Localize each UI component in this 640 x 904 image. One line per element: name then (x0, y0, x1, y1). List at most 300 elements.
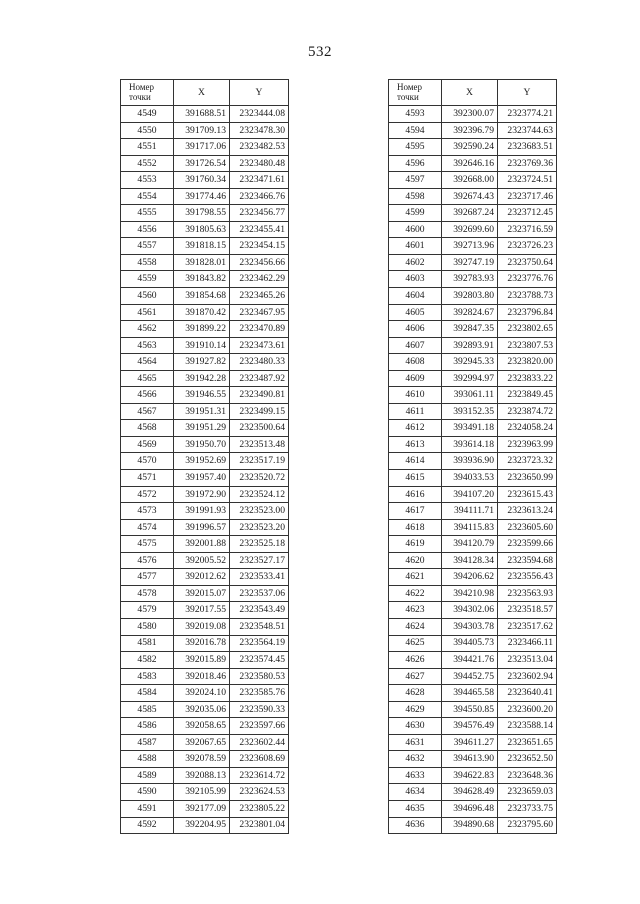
x-coordinate-cell: 392105.99 (174, 784, 230, 801)
y-coordinate-cell: 2323769.36 (498, 155, 557, 172)
point-number-cell: 4592 (121, 817, 174, 834)
point-number-cell: 4595 (389, 139, 442, 156)
table-row (121, 188, 289, 205)
table-row (121, 784, 289, 801)
point-number-cell: 4624 (389, 618, 442, 635)
y-coordinate-cell: 2323517.62 (498, 618, 557, 635)
y-coordinate-cell: 2323466.76 (230, 188, 289, 205)
point-number-cell: 4607 (389, 337, 442, 354)
point-number-cell: 4580 (121, 618, 174, 635)
point-number-cell: 4570 (121, 453, 174, 470)
x-coordinate-cell: 391717.06 (174, 139, 230, 156)
point-number-cell: 4578 (121, 585, 174, 602)
point-number-cell: 4551 (121, 139, 174, 156)
y-coordinate-cell: 2323480.33 (230, 354, 289, 371)
point-number-cell: 4614 (389, 453, 442, 470)
point-number-cell: 4635 (389, 800, 442, 817)
x-coordinate-cell: 393152.35 (442, 403, 498, 420)
point-number-cell: 4563 (121, 337, 174, 354)
table-row (389, 221, 557, 238)
x-coordinate-cell: 392590.24 (442, 139, 498, 156)
y-coordinate-cell: 2323590.33 (230, 701, 289, 718)
y-coordinate-cell: 2323733.75 (498, 800, 557, 817)
table-row (389, 552, 557, 569)
table-row (389, 172, 557, 189)
table-row (389, 718, 557, 735)
y-coordinate-cell: 2323774.21 (498, 106, 557, 123)
table-row (389, 321, 557, 338)
x-coordinate-cell: 393614.18 (442, 436, 498, 453)
point-number-cell: 4626 (389, 652, 442, 669)
point-number-cell: 4616 (389, 486, 442, 503)
x-coordinate-cell: 391709.13 (174, 122, 230, 139)
y-coordinate-cell: 2323640.41 (498, 685, 557, 702)
point-number-cell: 4554 (121, 188, 174, 205)
point-number-cell: 4564 (121, 354, 174, 371)
x-coordinate-cell: 392016.78 (174, 635, 230, 652)
y-coordinate-cell: 2323585.76 (230, 685, 289, 702)
point-number-cell: 4618 (389, 519, 442, 536)
y-coordinate-cell: 2323462.29 (230, 271, 289, 288)
y-coordinate-cell: 2323471.61 (230, 172, 289, 189)
table-row (121, 552, 289, 569)
table-row (121, 734, 289, 751)
x-coordinate-cell: 393936.90 (442, 453, 498, 470)
point-number-cell: 4571 (121, 470, 174, 487)
x-coordinate-cell: 392994.97 (442, 370, 498, 387)
y-coordinate-cell: 2323726.23 (498, 238, 557, 255)
table-row (121, 370, 289, 387)
table-row (389, 304, 557, 321)
x-coordinate-cell: 392017.55 (174, 602, 230, 619)
y-coordinate-cell: 2323807.53 (498, 337, 557, 354)
x-coordinate-cell: 392674.43 (442, 188, 498, 205)
y-coordinate-cell: 2323520.72 (230, 470, 289, 487)
y-coordinate-cell: 2323712.45 (498, 205, 557, 222)
point-number-cell: 4601 (389, 238, 442, 255)
x-coordinate-cell: 391760.34 (174, 172, 230, 189)
table-row (121, 569, 289, 586)
table-row (121, 486, 289, 503)
y-coordinate-cell: 2323597.66 (230, 718, 289, 735)
x-coordinate-cell: 392300.07 (442, 106, 498, 123)
table-row (121, 470, 289, 487)
table-row (121, 304, 289, 321)
table-row (389, 205, 557, 222)
point-number-cell: 4597 (389, 172, 442, 189)
y-coordinate-cell: 2323465.26 (230, 288, 289, 305)
point-number-cell: 4585 (121, 701, 174, 718)
point-number-cell: 4621 (389, 569, 442, 586)
y-coordinate-cell: 2323563.93 (498, 585, 557, 602)
point-number-cell: 4629 (389, 701, 442, 718)
x-coordinate-cell: 392015.89 (174, 652, 230, 669)
table-row (121, 238, 289, 255)
point-number-cell: 4588 (121, 751, 174, 768)
table-row (389, 635, 557, 652)
table-body-right (389, 106, 557, 834)
point-number-cell: 4608 (389, 354, 442, 371)
table-row (121, 652, 289, 669)
x-coordinate-cell: 391927.82 (174, 354, 230, 371)
table-row (121, 718, 289, 735)
table-row (121, 122, 289, 139)
point-number-cell: 4598 (389, 188, 442, 205)
table-row (121, 155, 289, 172)
table-row (389, 106, 557, 123)
table-row (389, 288, 557, 305)
y-coordinate-cell: 2323454.15 (230, 238, 289, 255)
point-number-cell: 4557 (121, 238, 174, 255)
y-coordinate-cell: 2323724.51 (498, 172, 557, 189)
table-row (389, 701, 557, 718)
x-coordinate-cell: 391854.68 (174, 288, 230, 305)
x-coordinate-cell: 391818.15 (174, 238, 230, 255)
point-number-cell: 4623 (389, 602, 442, 619)
table-row (121, 685, 289, 702)
point-number-cell: 4577 (121, 569, 174, 586)
point-number-cell: 4584 (121, 685, 174, 702)
x-coordinate-cell: 391870.42 (174, 304, 230, 321)
table-row (389, 470, 557, 487)
x-coordinate-cell: 392001.88 (174, 536, 230, 553)
table-row (389, 618, 557, 635)
point-number-cell: 4586 (121, 718, 174, 735)
table-row (121, 668, 289, 685)
table-header-row (389, 80, 557, 106)
x-coordinate-cell: 394576.49 (442, 718, 498, 735)
y-coordinate-cell: 2323466.11 (498, 635, 557, 652)
table-row (121, 751, 289, 768)
y-coordinate-cell: 2323849.45 (498, 387, 557, 404)
table-row (389, 486, 557, 503)
table-row (121, 420, 289, 437)
table-row (389, 271, 557, 288)
table-row (389, 188, 557, 205)
table-row (121, 503, 289, 520)
x-coordinate-cell: 394115.83 (442, 519, 498, 536)
y-coordinate-cell: 2323500.64 (230, 420, 289, 437)
y-coordinate-cell: 2323602.44 (230, 734, 289, 751)
table-row (121, 106, 289, 123)
table-row (121, 767, 289, 784)
point-number-cell: 4604 (389, 288, 442, 305)
y-coordinate-cell: 2323564.19 (230, 635, 289, 652)
x-coordinate-cell: 394622.83 (442, 767, 498, 784)
table-row (389, 751, 557, 768)
table-row (121, 221, 289, 238)
table-row (389, 817, 557, 834)
table-row (389, 652, 557, 669)
table-row (389, 569, 557, 586)
y-coordinate-cell: 2323801.04 (230, 817, 289, 834)
point-number-cell: 4567 (121, 403, 174, 420)
y-coordinate-cell: 2323963.99 (498, 436, 557, 453)
point-number-cell: 4556 (121, 221, 174, 238)
x-coordinate-cell: 391957.40 (174, 470, 230, 487)
x-coordinate-cell: 391991.93 (174, 503, 230, 520)
point-number-cell: 4617 (389, 503, 442, 520)
x-coordinate-cell: 392019.08 (174, 618, 230, 635)
point-number-cell: 4593 (389, 106, 442, 123)
point-number-cell: 4587 (121, 734, 174, 751)
x-coordinate-cell: 394628.49 (442, 784, 498, 801)
y-coordinate-cell: 2324058.24 (498, 420, 557, 437)
point-number-cell: 4582 (121, 652, 174, 669)
x-coordinate-cell: 392204.95 (174, 817, 230, 834)
y-coordinate-cell: 2323480.48 (230, 155, 289, 172)
table-row (121, 139, 289, 156)
table-row (389, 602, 557, 619)
x-coordinate-cell: 392058.65 (174, 718, 230, 735)
table-row (389, 536, 557, 553)
x-coordinate-cell: 394302.06 (442, 602, 498, 619)
point-number-cell: 4573 (121, 503, 174, 520)
point-number-cell: 4576 (121, 552, 174, 569)
point-number-cell: 4622 (389, 585, 442, 602)
point-number-cell: 4630 (389, 718, 442, 735)
table-row (389, 685, 557, 702)
x-coordinate-cell: 394465.58 (442, 685, 498, 702)
table-row (389, 387, 557, 404)
y-coordinate-cell: 2323613.24 (498, 503, 557, 520)
y-coordinate-cell: 2323600.20 (498, 701, 557, 718)
x-coordinate-cell: 392067.65 (174, 734, 230, 751)
point-number-cell: 4634 (389, 784, 442, 801)
y-coordinate-cell: 2323805.22 (230, 800, 289, 817)
y-coordinate-cell: 2323599.66 (498, 536, 557, 553)
x-coordinate-cell: 392015.07 (174, 585, 230, 602)
point-number-cell: 4574 (121, 519, 174, 536)
x-coordinate-cell: 394210.98 (442, 585, 498, 602)
x-coordinate-cell: 394890.68 (442, 817, 498, 834)
table-row (121, 453, 289, 470)
table-row (389, 734, 557, 751)
x-coordinate-cell: 391774.46 (174, 188, 230, 205)
y-coordinate-cell: 2323518.57 (498, 602, 557, 619)
x-coordinate-cell: 392699.60 (442, 221, 498, 238)
y-coordinate-cell: 2323776.76 (498, 271, 557, 288)
x-coordinate-cell: 392713.96 (442, 238, 498, 255)
x-coordinate-cell: 394696.48 (442, 800, 498, 817)
x-coordinate-cell: 393491.18 (442, 420, 498, 437)
table-row (121, 618, 289, 635)
point-number-cell: 4591 (121, 800, 174, 817)
point-number-cell: 4565 (121, 370, 174, 387)
x-coordinate-cell: 394405.73 (442, 635, 498, 652)
y-coordinate-cell: 2323467.95 (230, 304, 289, 321)
x-coordinate-cell: 392177.09 (174, 800, 230, 817)
y-coordinate-cell: 2323524.12 (230, 486, 289, 503)
y-coordinate-cell: 2323548.51 (230, 618, 289, 635)
table-row (121, 172, 289, 189)
point-number-cell: 4589 (121, 767, 174, 784)
x-coordinate-cell: 391688.51 (174, 106, 230, 123)
header-y: Y (498, 80, 557, 106)
table-row (121, 436, 289, 453)
point-number-cell: 4562 (121, 321, 174, 338)
y-coordinate-cell: 2323470.89 (230, 321, 289, 338)
x-coordinate-cell: 392024.10 (174, 685, 230, 702)
table-row (121, 519, 289, 536)
y-coordinate-cell: 2323487.92 (230, 370, 289, 387)
table-row (389, 585, 557, 602)
x-coordinate-cell: 391996.57 (174, 519, 230, 536)
x-coordinate-cell: 394421.76 (442, 652, 498, 669)
table-row (121, 254, 289, 271)
x-coordinate-cell: 392396.79 (442, 122, 498, 139)
table-row (389, 420, 557, 437)
x-coordinate-cell: 392847.35 (442, 321, 498, 338)
table-row (389, 519, 557, 536)
y-coordinate-cell: 2323556.43 (498, 569, 557, 586)
y-coordinate-cell: 2323525.18 (230, 536, 289, 553)
x-coordinate-cell: 392646.16 (442, 155, 498, 172)
point-number-cell: 4566 (121, 387, 174, 404)
y-coordinate-cell: 2323523.20 (230, 519, 289, 536)
x-coordinate-cell: 392824.67 (442, 304, 498, 321)
point-number-cell: 4550 (121, 122, 174, 139)
table-body-left (121, 106, 289, 834)
y-coordinate-cell: 2323716.59 (498, 221, 557, 238)
x-coordinate-cell: 391843.82 (174, 271, 230, 288)
y-coordinate-cell: 2323608.69 (230, 751, 289, 768)
y-coordinate-cell: 2323533.41 (230, 569, 289, 586)
point-number-cell: 4605 (389, 304, 442, 321)
table-row (389, 337, 557, 354)
point-number-cell: 4590 (121, 784, 174, 801)
point-number-cell: 4594 (389, 122, 442, 139)
table-row (121, 701, 289, 718)
table-header-row (121, 80, 289, 106)
table-row (389, 122, 557, 139)
point-number-cell: 4553 (121, 172, 174, 189)
y-coordinate-cell: 2323659.03 (498, 784, 557, 801)
y-coordinate-cell: 2323788.73 (498, 288, 557, 305)
x-coordinate-cell: 391946.55 (174, 387, 230, 404)
y-coordinate-cell: 2323517.19 (230, 453, 289, 470)
x-coordinate-cell: 394611.27 (442, 734, 498, 751)
y-coordinate-cell: 2323456.66 (230, 254, 289, 271)
point-number-cell: 4559 (121, 271, 174, 288)
table-row (389, 453, 557, 470)
y-coordinate-cell: 2323650.99 (498, 470, 557, 487)
point-number-cell: 4600 (389, 221, 442, 238)
header-point-number: Номер точки (121, 80, 174, 106)
x-coordinate-cell: 391828.01 (174, 254, 230, 271)
x-coordinate-cell: 394120.79 (442, 536, 498, 553)
x-coordinate-cell: 394128.34 (442, 552, 498, 569)
point-number-cell: 4555 (121, 205, 174, 222)
point-number-cell: 4561 (121, 304, 174, 321)
y-coordinate-cell: 2323455.41 (230, 221, 289, 238)
table-row (121, 585, 289, 602)
point-number-cell: 4615 (389, 470, 442, 487)
point-number-cell: 4603 (389, 271, 442, 288)
header-y: Y (230, 80, 289, 106)
x-coordinate-cell: 392783.93 (442, 271, 498, 288)
header-x: X (174, 80, 230, 106)
x-coordinate-cell: 394452.75 (442, 668, 498, 685)
table-row (121, 602, 289, 619)
point-number-cell: 4575 (121, 536, 174, 553)
y-coordinate-cell: 2323478.30 (230, 122, 289, 139)
point-number-cell: 4579 (121, 602, 174, 619)
table-row (389, 155, 557, 172)
x-coordinate-cell: 391952.69 (174, 453, 230, 470)
point-number-cell: 4625 (389, 635, 442, 652)
x-coordinate-cell: 391798.55 (174, 205, 230, 222)
x-coordinate-cell: 394206.62 (442, 569, 498, 586)
y-coordinate-cell: 2323456.77 (230, 205, 289, 222)
y-coordinate-cell: 2323750.64 (498, 254, 557, 271)
y-coordinate-cell: 2323473.61 (230, 337, 289, 354)
table-row (389, 668, 557, 685)
x-coordinate-cell: 392018.46 (174, 668, 230, 685)
table-row (389, 238, 557, 255)
x-coordinate-cell: 394303.78 (442, 618, 498, 635)
point-number-cell: 4549 (121, 106, 174, 123)
y-coordinate-cell: 2323594.68 (498, 552, 557, 569)
table-row (121, 800, 289, 817)
x-coordinate-cell: 394033.53 (442, 470, 498, 487)
table-row (389, 800, 557, 817)
x-coordinate-cell: 391972.90 (174, 486, 230, 503)
x-coordinate-cell: 394107.20 (442, 486, 498, 503)
table-row (121, 288, 289, 305)
table-row (121, 387, 289, 404)
y-coordinate-cell: 2323802.65 (498, 321, 557, 338)
y-coordinate-cell: 2323523.00 (230, 503, 289, 520)
x-coordinate-cell: 391910.14 (174, 337, 230, 354)
y-coordinate-cell: 2323513.48 (230, 436, 289, 453)
point-number-cell: 4610 (389, 387, 442, 404)
y-coordinate-cell: 2323648.36 (498, 767, 557, 784)
y-coordinate-cell: 2323444.08 (230, 106, 289, 123)
point-number-cell: 4572 (121, 486, 174, 503)
point-number-cell: 4552 (121, 155, 174, 172)
y-coordinate-cell: 2323580.53 (230, 668, 289, 685)
table-row (121, 321, 289, 338)
x-coordinate-cell: 392035.06 (174, 701, 230, 718)
y-coordinate-cell: 2323537.06 (230, 585, 289, 602)
table-row (389, 254, 557, 271)
table-row (389, 436, 557, 453)
y-coordinate-cell: 2323499.15 (230, 403, 289, 420)
point-number-cell: 4611 (389, 403, 442, 420)
page-number: 532 (308, 44, 332, 60)
x-coordinate-cell: 392687.24 (442, 205, 498, 222)
y-coordinate-cell: 2323602.94 (498, 668, 557, 685)
y-coordinate-cell: 2323651.65 (498, 734, 557, 751)
point-number-cell: 4613 (389, 436, 442, 453)
y-coordinate-cell: 2323874.72 (498, 403, 557, 420)
table-row (121, 271, 289, 288)
x-coordinate-cell: 392668.00 (442, 172, 498, 189)
point-number-cell: 4560 (121, 288, 174, 305)
x-coordinate-cell: 394550.85 (442, 701, 498, 718)
table-row (389, 784, 557, 801)
x-coordinate-cell: 391951.29 (174, 420, 230, 437)
x-coordinate-cell: 392088.13 (174, 767, 230, 784)
point-number-cell: 4627 (389, 668, 442, 685)
y-coordinate-cell: 2323574.45 (230, 652, 289, 669)
header-x: X (442, 80, 498, 106)
point-number-cell: 4632 (389, 751, 442, 768)
y-coordinate-cell: 2323588.14 (498, 718, 557, 735)
table-row (121, 403, 289, 420)
point-number-cell: 4633 (389, 767, 442, 784)
